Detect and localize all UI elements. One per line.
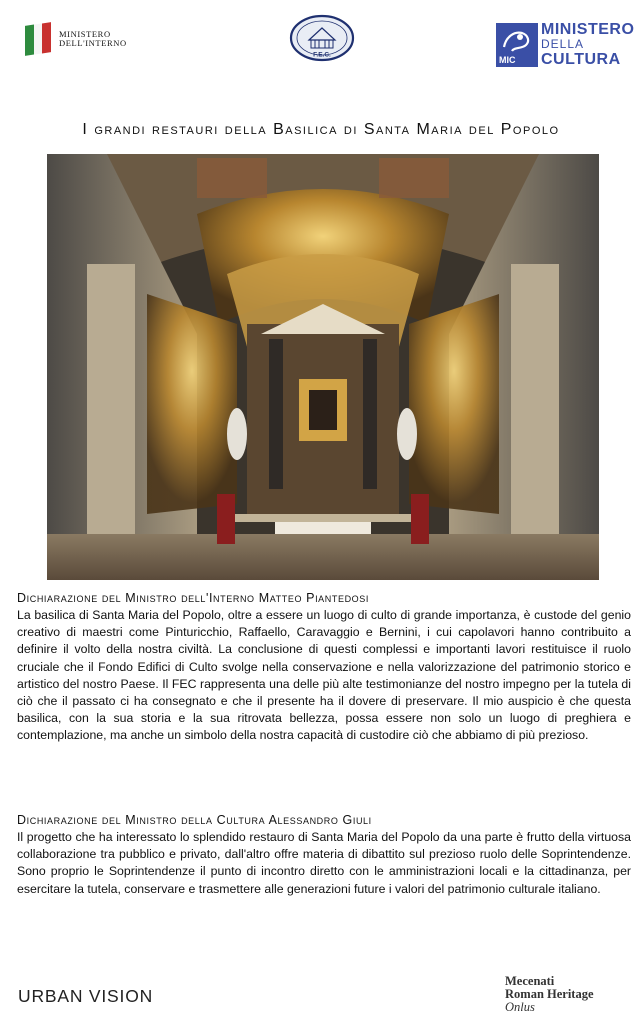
- basilica-interior-photo: [47, 154, 599, 580]
- ministero-cultura-logo: [496, 22, 634, 67]
- section-cultura-heading: Dichiarazione del Ministro della Cultura Alessandro Giuli: [17, 813, 372, 827]
- mic-mark-label: MIC: [499, 54, 516, 65]
- page-title: I grandi restauri della Basilica di Santa Maria del Popolo: [82, 121, 560, 138]
- section-cultura: [17, 812, 631, 898]
- mecenati-line3: Onlus: [505, 1000, 535, 1014]
- italian-flag-icon: [25, 22, 51, 56]
- section-cultura-body: Il progetto che ha interessato lo splendido restauro di Santa Maria del Popolo da una parte è frutto della virtuosa collaborazione tra pubblico e privato, dall'altro offre materia di dibattito sul prezioso ruolo delle Soprintendenze. Sono proprio le Soprintendenze il punto di incontro diretto con le amministrazioni locali e la cittadinanza, per esercitare la tutela, conservare e trasmettere alle generazioni future i valori del patrimonio culturale italiano.: [17, 830, 631, 896]
- fec-seal-icon: [289, 14, 355, 62]
- ministero-interno-logo: [25, 24, 127, 54]
- mecenati-line1: Mecenati: [505, 974, 555, 988]
- section-interno-heading: Dichiarazione del Ministro dell'Interno Matteo Piantedosi: [17, 591, 369, 605]
- header: [0, 0, 642, 80]
- section-interno-body: La basilica di Santa Maria del Popolo, oltre a essere un luogo di culto di grande importanza, è custode del genio creativo di maestri come Pinturicchio, Raffaello, Caravaggio e Bernini, i cui capolavori hanno contribuito a definire il volto della nostra civiltà. La conclusione di questi complessi e importanti lavori restituisce il ruolo cruciale che il Fondo Edifici di Culto svolge nella conservazione e nella valorizzazione del patrimonio storico e artistico del nostro Paese. Il FEC rappresenta una delle più alte testimonianze del nostro impegno per la tutela di ciò che il passato ci ha consegnato e che il presente ha il dovere di preservare. Il mio auspicio è che questa basilica, con la sua storia e la sua ritrovata bellezza, possa essere non solo un luogo di preghiera e contemplazione, ma anche un simbolo della nostra capacità di custodire ciò che abbiamo di più prezioso.: [17, 608, 631, 743]
- ministero-interno-line1: MINISTERO: [59, 29, 111, 39]
- mecenati-line2: Roman Heritage: [505, 987, 594, 1001]
- ministero-cultura-line2: DELLA: [541, 37, 585, 51]
- ministero-cultura-line3: CULTURA: [541, 51, 621, 68]
- fec-seal-text: F.E.C.: [313, 51, 331, 59]
- section-interno: [17, 590, 631, 745]
- ministero-interno-line2: DELL'INTERNO: [59, 38, 127, 48]
- ministero-cultura-line1: MINISTERO: [541, 21, 635, 38]
- mecenati-logo: [505, 975, 594, 1014]
- urban-vision-logo: URBAN VISION: [18, 986, 154, 1006]
- mic-mark-icon: [496, 23, 538, 67]
